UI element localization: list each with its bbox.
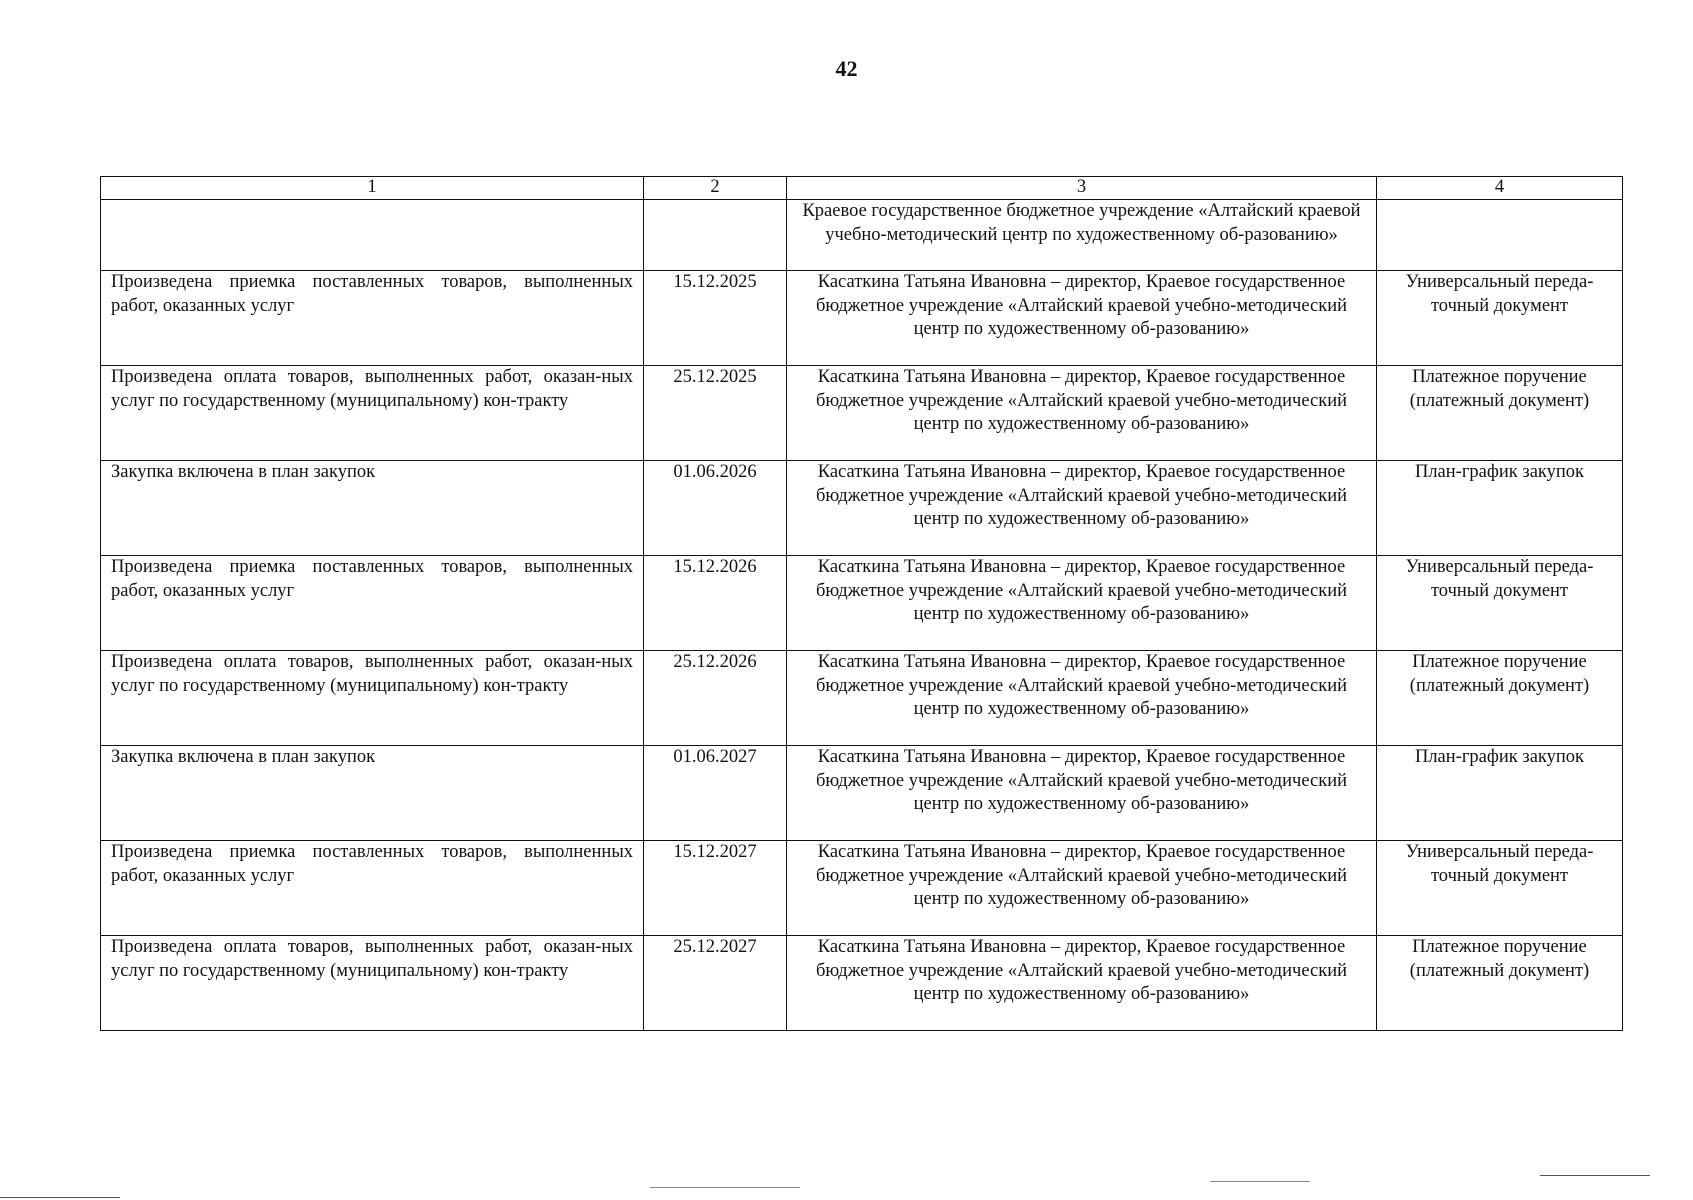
table-row — [101, 746, 1623, 841]
page-number: 42 — [835, 56, 858, 81]
cell-date: 15.12.2025 — [644, 271, 787, 366]
cell-date: 25.12.2027 — [644, 936, 787, 1031]
cell-event: Закупка включена в план закупок — [101, 746, 644, 841]
cell-event: Произведена приемка поставленных товаров, выполненных работ, оказанных услуг — [101, 271, 644, 366]
cell-document: Универсальный переда-точный документ — [1377, 271, 1623, 366]
header-col-3: 3 — [787, 177, 1377, 200]
cell-event — [101, 200, 644, 271]
scan-mark — [650, 1187, 800, 1188]
cell-date: 01.06.2027 — [644, 746, 787, 841]
table-row — [101, 651, 1623, 746]
header-col-4: 4 — [1377, 177, 1623, 200]
cell-responsible: Касаткина Татьяна Ивановна – директор, Краевое государственное бюджетное учреждение «Алтайский краевой учебно-методический центр по художественному об-разованию» — [787, 366, 1377, 461]
cell-document: Универсальный переда-точный документ — [1377, 841, 1623, 936]
table-row — [101, 936, 1623, 1031]
scan-mark — [1540, 1175, 1650, 1176]
cell-document — [1377, 200, 1623, 271]
cell-responsible: Касаткина Татьяна Ивановна – директор, Краевое государственное бюджетное учреждение «Алтайский краевой учебно-методический центр по художественному об-разованию» — [787, 271, 1377, 366]
cell-responsible: Касаткина Татьяна Ивановна – директор, Краевое государственное бюджетное учреждение «Алтайский краевой учебно-методический центр по художественному об-разованию» — [787, 651, 1377, 746]
cell-event: Закупка включена в план закупок — [101, 461, 644, 556]
cell-event: Произведена оплата товаров, выполненных работ, оказан-ных услуг по государственному (муниципальному) кон-тракту — [101, 936, 644, 1031]
cell-responsible: Краевое государственное бюджетное учреждение «Алтайский краевой учебно-методический центр по художественному об-разованию» — [787, 200, 1377, 271]
cell-responsible: Касаткина Татьяна Ивановна – директор, Краевое государственное бюджетное учреждение «Алтайский краевой учебно-методический центр по художественному об-разованию» — [787, 556, 1377, 651]
cell-date: 25.12.2025 — [644, 366, 787, 461]
cell-date: 15.12.2027 — [644, 841, 787, 936]
table-row — [101, 366, 1623, 461]
cell-responsible: Касаткина Татьяна Ивановна – директор, Краевое государственное бюджетное учреждение «Алтайский краевой учебно-методический центр по художественному об-разованию» — [787, 936, 1377, 1031]
scan-artifacts — [0, 1175, 1693, 1200]
cell-event: Произведена оплата товаров, выполненных работ, оказан-ных услуг по государственному (муниципальному) кон-тракту — [101, 366, 644, 461]
cell-document: Платежное поручение (платежный документ) — [1377, 936, 1623, 1031]
cell-responsible: Касаткина Татьяна Ивановна – директор, Краевое государственное бюджетное учреждение «Алтайский краевой учебно-методический центр по художественному об-разованию» — [787, 461, 1377, 556]
header-col-2: 2 — [644, 177, 787, 200]
cell-responsible: Касаткина Татьяна Ивановна – директор, Краевое государственное бюджетное учреждение «Алтайский краевой учебно-методический центр по художественному об-разованию» — [787, 746, 1377, 841]
scan-mark — [1210, 1181, 1310, 1182]
cell-date: 01.06.2026 — [644, 461, 787, 556]
cell-event: Произведена приемка поставленных товаров, выполненных работ, оказанных услуг — [101, 556, 644, 651]
cell-document: Платежное поручение (платежный документ) — [1377, 651, 1623, 746]
table-row — [101, 461, 1623, 556]
table-row — [101, 556, 1623, 651]
scan-mark — [0, 1197, 120, 1198]
cell-date: 25.12.2026 — [644, 651, 787, 746]
procurement-table — [100, 176, 1623, 1031]
cell-document: Платежное поручение (платежный документ) — [1377, 366, 1623, 461]
cell-responsible: Касаткина Татьяна Ивановна – директор, Краевое государственное бюджетное учреждение «Алтайский краевой учебно-методический центр по художественному об-разованию» — [787, 841, 1377, 936]
table-header-row — [101, 177, 1623, 200]
cell-date: 15.12.2026 — [644, 556, 787, 651]
cell-event: Произведена приемка поставленных товаров, выполненных работ, оказанных услуг — [101, 841, 644, 936]
table-row — [101, 271, 1623, 366]
header-col-1: 1 — [101, 177, 644, 200]
cell-event: Произведена оплата товаров, выполненных работ, оказан-ных услуг по государственному (муниципальному) кон-тракту — [101, 651, 644, 746]
cell-document: Универсальный переда-точный документ — [1377, 556, 1623, 651]
table-row — [101, 841, 1623, 936]
cell-document: План-график закупок — [1377, 746, 1623, 841]
cell-date — [644, 200, 787, 271]
cell-document: План-график закупок — [1377, 461, 1623, 556]
table-row — [101, 200, 1623, 271]
